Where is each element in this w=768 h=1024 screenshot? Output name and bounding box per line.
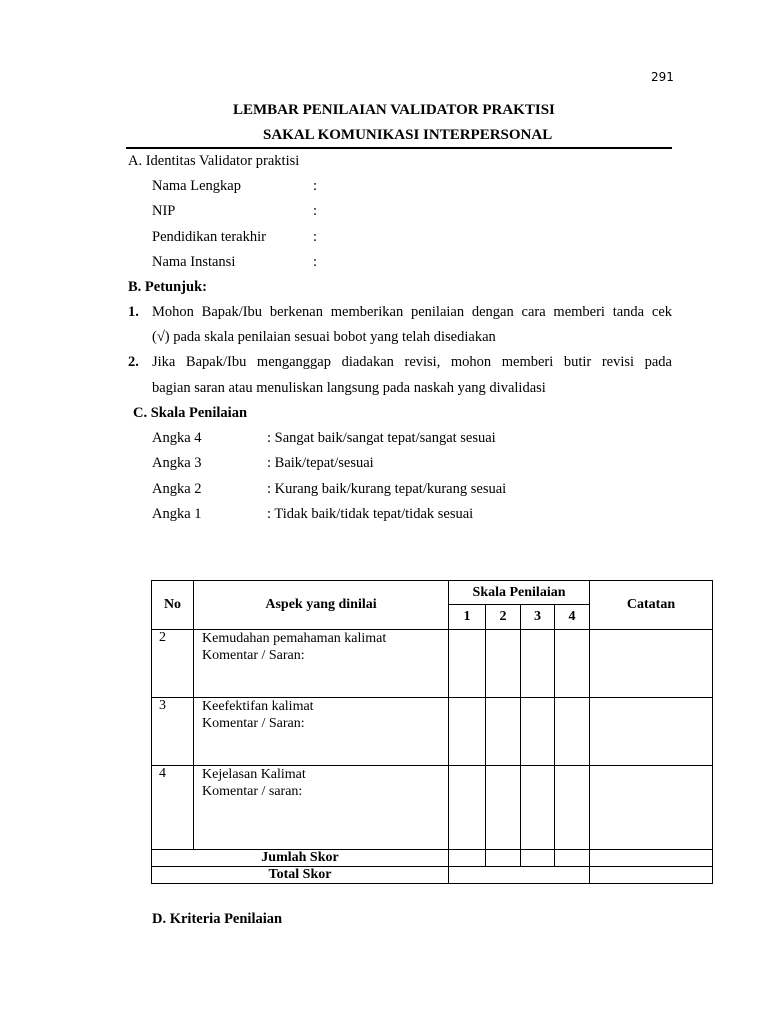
jumlah-cell-1[interactable] xyxy=(449,850,486,867)
page-number: 291 xyxy=(651,70,674,84)
aspect-name: Kejelasan Kalimat xyxy=(202,767,306,782)
table-row xyxy=(152,766,713,850)
score-cell-3[interactable] xyxy=(521,766,555,850)
jumlah-skor-label: Jumlah Skor xyxy=(152,850,449,867)
notes-cell[interactable] xyxy=(590,698,713,766)
instruction-number: 1. xyxy=(128,304,139,320)
aspect-name: Keefektifan kalimat xyxy=(202,699,314,714)
field-label-pendidikan: Pendidikan terakhir xyxy=(152,229,266,245)
comment-label[interactable]: Komentar / Saran: xyxy=(202,648,305,663)
evaluation-table xyxy=(151,580,713,884)
score-cell-2[interactable] xyxy=(486,698,521,766)
comment-label[interactable]: Komentar / saran: xyxy=(202,784,303,799)
scale-col-2: 2 xyxy=(486,605,521,630)
scale-description: : Baik/tepat/sesuai xyxy=(267,455,374,471)
document-subtitle: SAKAL KOMUNIKASI INTERPERSONAL xyxy=(263,127,553,143)
jumlah-cell-4[interactable] xyxy=(555,850,590,867)
total-skor-row xyxy=(152,867,713,884)
row-number: 3 xyxy=(152,698,194,766)
total-notes-cell[interactable] xyxy=(590,867,713,884)
field-colon: : xyxy=(313,229,318,245)
score-cell-3[interactable] xyxy=(521,630,555,698)
title-underline xyxy=(126,147,672,149)
jumlah-cell-2[interactable] xyxy=(486,850,521,867)
score-cell-1[interactable] xyxy=(449,630,486,698)
notes-cell[interactable] xyxy=(590,630,713,698)
scale-label: Angka 2 xyxy=(152,481,202,497)
aspect-name: Kemudahan pemahaman kalimat xyxy=(202,631,387,646)
score-cell-1[interactable] xyxy=(449,766,486,850)
instruction-number: 2. xyxy=(128,354,139,370)
field-colon: : xyxy=(313,203,318,219)
instruction-2-line1: Jika Bapak/Ibu menganggap diadakan revisi, mohon memberi butir revisi pada xyxy=(152,354,672,370)
scale-col-3: 3 xyxy=(521,605,555,630)
section-d-heading: D. Kriteria Penilaian xyxy=(152,911,283,927)
field-label-nip: NIP xyxy=(152,203,176,219)
header-no: No xyxy=(152,581,194,630)
scale-col-4: 4 xyxy=(555,605,590,630)
section-a-heading: A. Identitas Validator praktisi xyxy=(128,153,300,169)
score-cell-2[interactable] xyxy=(486,630,521,698)
total-skor-cell[interactable] xyxy=(449,867,590,884)
scale-description: : Tidak baik/tidak tepat/tidak sesuai xyxy=(267,506,474,522)
table-row xyxy=(152,698,713,766)
field-label-nama-lengkap: Nama Lengkap xyxy=(152,178,241,194)
score-cell-4[interactable] xyxy=(555,630,590,698)
scale-label: Angka 3 xyxy=(152,455,202,471)
instruction-2-line2: bagian saran atau menuliskan langsung pada naskah yang divalidasi xyxy=(152,380,546,396)
header-aspect: Aspek yang dinilai xyxy=(194,581,449,630)
section-b-heading: B. Petunjuk: xyxy=(128,279,207,295)
table-row xyxy=(152,630,713,698)
aspect-cell xyxy=(194,766,449,850)
aspect-cell xyxy=(194,698,449,766)
score-cell-4[interactable] xyxy=(555,698,590,766)
comment-label[interactable]: Komentar / Saran: xyxy=(202,716,305,731)
jumlah-cell-3[interactable] xyxy=(521,850,555,867)
score-cell-2[interactable] xyxy=(486,766,521,850)
score-cell-3[interactable] xyxy=(521,698,555,766)
field-colon: : xyxy=(313,254,318,270)
header-notes: Catatan xyxy=(590,581,713,630)
document-title: LEMBAR PENILAIAN VALIDATOR PRAKTISI xyxy=(233,102,555,118)
row-number: 4 xyxy=(152,766,194,850)
field-label-instansi: Nama Instansi xyxy=(152,254,236,270)
aspect-cell xyxy=(194,630,449,698)
header-scale: Skala Penilaian xyxy=(449,581,590,605)
total-skor-label: Total Skor xyxy=(152,867,449,884)
scale-description: : Kurang baik/kurang tepat/kurang sesuai xyxy=(267,481,507,497)
field-colon: : xyxy=(313,178,318,194)
jumlah-skor-row xyxy=(152,850,713,867)
notes-cell[interactable] xyxy=(590,766,713,850)
scale-label: Angka 4 xyxy=(152,430,202,446)
row-number: 2 xyxy=(152,630,194,698)
score-cell-4[interactable] xyxy=(555,766,590,850)
scale-label: Angka 1 xyxy=(152,506,202,522)
scale-description: : Sangat baik/sangat tepat/sangat sesuai xyxy=(267,430,496,446)
score-cell-1[interactable] xyxy=(449,698,486,766)
scale-col-1: 1 xyxy=(449,605,486,630)
instruction-1-line2: (√) pada skala penilaian sesuai bobot yang telah disediakan xyxy=(152,329,496,345)
instruction-1-line1: Mohon Bapak/Ibu berkenan memberikan penilaian dengan cara memberi tanda cek xyxy=(152,304,672,320)
jumlah-notes-cell[interactable] xyxy=(590,850,713,867)
section-c-heading: C. Skala Penilaian xyxy=(133,405,248,421)
